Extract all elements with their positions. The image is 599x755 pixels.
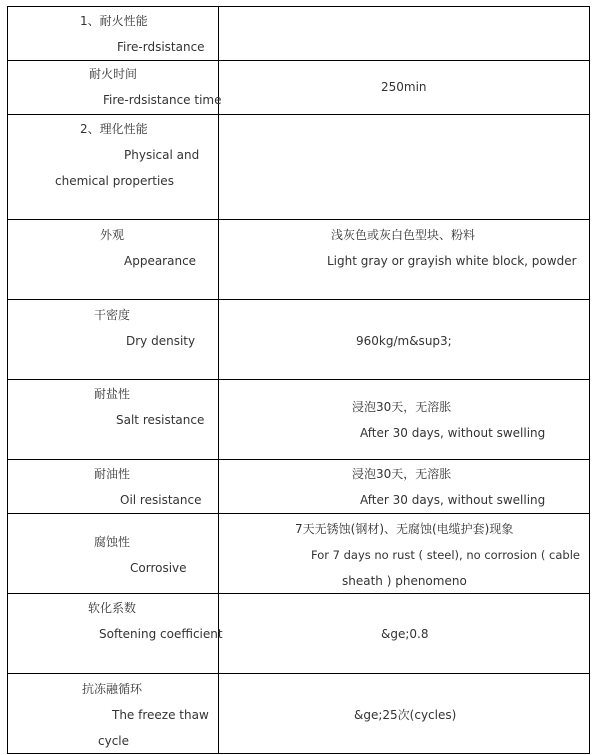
label-cell [8,674,219,754]
value-en: For 7 days no rust ( steel), no corrosion ( cable [311,548,580,562]
value-en: &ge;0.8 [381,627,429,641]
table-row [8,7,590,61]
label-cn: 抗冻融循环 [82,682,143,696]
label-cn: 软化系数 [88,601,137,615]
label-cell [8,514,219,594]
label-en: Dry density [126,334,196,348]
value-en: Light gray or grayish white block, powder [327,254,577,268]
label-en: Fire-rdsistance [117,40,205,54]
value-en: &ge;25次(cycles) [354,708,457,722]
value-en: 960kg/m&sup3; [356,334,452,348]
value-cell [219,380,590,460]
label-cn: 干密度 [94,308,131,322]
label-cell [8,220,219,300]
label-en: chemical properties [55,174,174,188]
label-en: Softening coefficient [99,627,223,641]
table-row [8,61,590,115]
value-cell [219,115,590,220]
spec-table [7,6,590,754]
value-cell [219,674,590,754]
label-en: cycle [98,734,130,748]
label-cn: 耐盐性 [94,387,131,401]
table-row [8,220,590,300]
label-cn: 耐火时间 [89,67,138,81]
label-cell [8,594,223,674]
label-en: Oil resistance [120,493,202,507]
table-row [8,115,590,220]
table-row [8,674,590,754]
value-cell [219,300,590,380]
label-cell [8,7,219,61]
label-en: Appearance [124,254,197,268]
label-cell [8,460,219,514]
label-cn: 腐蚀性 [94,535,131,549]
label-en: Salt resistance [116,413,205,427]
value-en: After 30 days, without swelling [360,493,546,507]
label-en: Physical and [124,148,200,162]
table-row [8,380,590,460]
value-en: After 30 days, without swelling [360,426,546,440]
label-en: The freeze thaw [112,708,209,722]
table-row [8,300,590,380]
label-cn: 2、理化性能 [80,122,148,136]
table-row [8,514,590,594]
value-cn: 浅灰色或灰白色型块、粉料 [331,228,476,242]
value-cell [219,220,590,300]
value-cn: 7天无锈蚀(钢材)、无腐蚀(电缆护套)现象 [295,522,514,536]
label-cell [8,115,219,220]
value-en: 250min [381,80,427,94]
value-cell [219,594,590,674]
table-row [8,594,590,674]
label-cell [8,380,219,460]
label-cell [8,300,219,380]
table-row [8,460,590,514]
label-cn: 外观 [100,228,125,242]
value-cn: 浸泡30天，无溶胀 [352,467,452,481]
label-cn: 耐油性 [94,467,131,481]
value-cell [219,514,590,594]
label-en: Corrosive [130,561,187,575]
label-cell [8,61,222,115]
value-cell [219,7,590,61]
value-cn: 浸泡30天，无溶胀 [352,400,452,414]
label-cn: 1、耐火性能 [80,14,148,28]
label-en: Fire-rdsistance time [103,93,222,107]
value-en: sheath ) phenomeno [342,574,467,588]
value-cell [219,61,590,115]
value-cell [219,460,590,514]
